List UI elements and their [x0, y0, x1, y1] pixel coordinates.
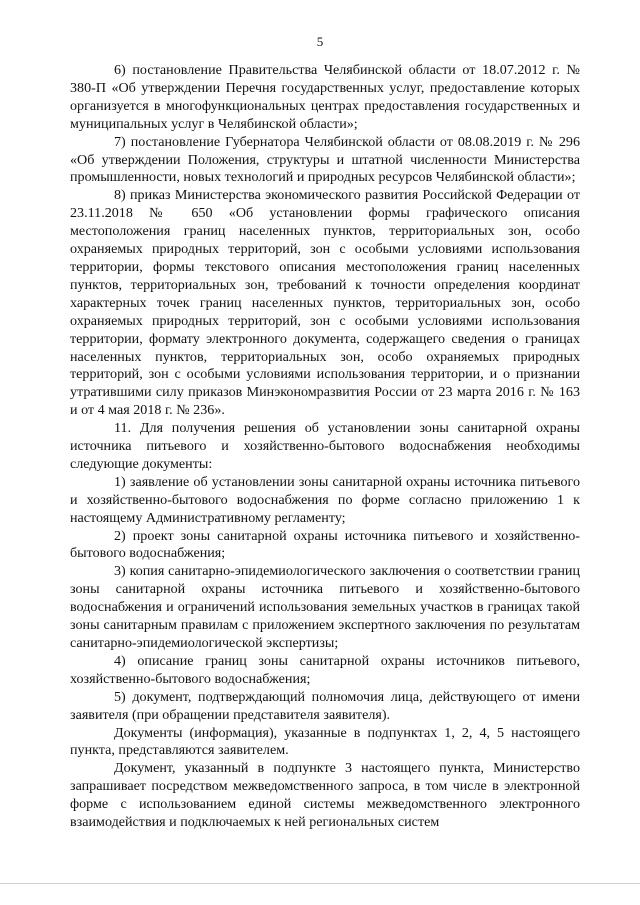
document-body	[70, 62, 580, 832]
paragraph-item-6-resolution-380p: 6) постановление Правительства Челябинской области от 18.07.2012 г. № 380-П «Об утверждении Перечня государственных услуг, предоставление которых организуется в многофункциональных центрах предоставления государственных и муниципальных услуг в Челябинской области»;	[70, 62, 580, 132]
paragraph-interagency-request: Документ, указанный в подпункте 3 настоящего пункта, Министерство запрашивает посредством межведомственного запроса, в том числе в электронной форме с использованием единой системы межведомственного электронного взаимодействия и подключаемых к ней региональных систем	[70, 760, 580, 831]
paragraph-documents-by-applicant: Документы (информация), указанные в подпунктах 1, 2, 4, 5 настоящего пункта, представляются заявителем.	[70, 724, 580, 759]
page-bottom-divider	[0, 883, 640, 884]
paragraph-document-2-project: 2) проект зоны санитарной охраны источника питьевого и хозяйственно-бытового водоснабжения;	[70, 527, 580, 562]
paragraph-item-7-resolution-296: 7) постановление Губернатора Челябинской области от 08.08.2019 г. № 296 «Об утверждении Положения, структуры и штатной численности Министерства промышленности, новых технологий и природных ресурсов Челябинской области»;	[70, 133, 580, 186]
page-number: 5	[316, 34, 324, 49]
paragraph-item-8-order-650: 8) приказ Министерства экономического развития Российской Федерации от 23.11.2018 № 650 «Об установлении формы графического описания местоположения границ населенных пунктов, территориальных зон, особо охраняемых природных территорий, зон с особыми условиями использования территории, формы текстового описания местоположения границ населенных пунктов, территориальных зон, требований к точности определения координат характерных точек границ населенных пунктов, территориальных зон, особо охраняемых природных территорий, зон с особыми условиями использования территории, формату электронного документа, содержащего сведения о границах населенных пунктов, территориальных зон, особо охраняемых природных территорий, зон с особыми условиями использования территории, и о признании утратившими силу приказов Минэкономразвития России от 23 марта 2016 г. № 163 и от 4 мая 2018 г. № 236».	[70, 187, 580, 419]
paragraph-document-5-authority: 5) документ, подтверждающий полномочия лица, действующего от имени заявителя (при обращении представителя заявителя).	[70, 688, 580, 723]
paragraph-document-3-conclusion-copy: 3) копия санитарно-эпидемиологического заключения о соответствии границ зоны санитарной охраны источника питьевого и хозяйственно-бытового водоснабжения и ограничений использования земельных участков в границах такой зоны санитарным правилам с приложением экспертного заключения по результатам санитарно-эпидемиологической экспертизы;	[70, 563, 580, 651]
paragraph-document-1-application: 1) заявление об установлении зоны санитарной охраны источника питьевого и хозяйственно-бытового водоснабжения по форме согласно приложению 1 к настоящему Административному регламенту;	[70, 473, 580, 526]
paragraph-clause-11: 11. Для получения решения об установлении зоны санитарной охраны источника питьевого и хозяйственно-бытового водоснабжения необходимы следующие документы:	[70, 420, 580, 472]
paragraph-document-4-boundary-description: 4) описание границ зоны санитарной охраны источников питьевого, хозяйственно-бытового водоснабжения;	[70, 652, 580, 687]
